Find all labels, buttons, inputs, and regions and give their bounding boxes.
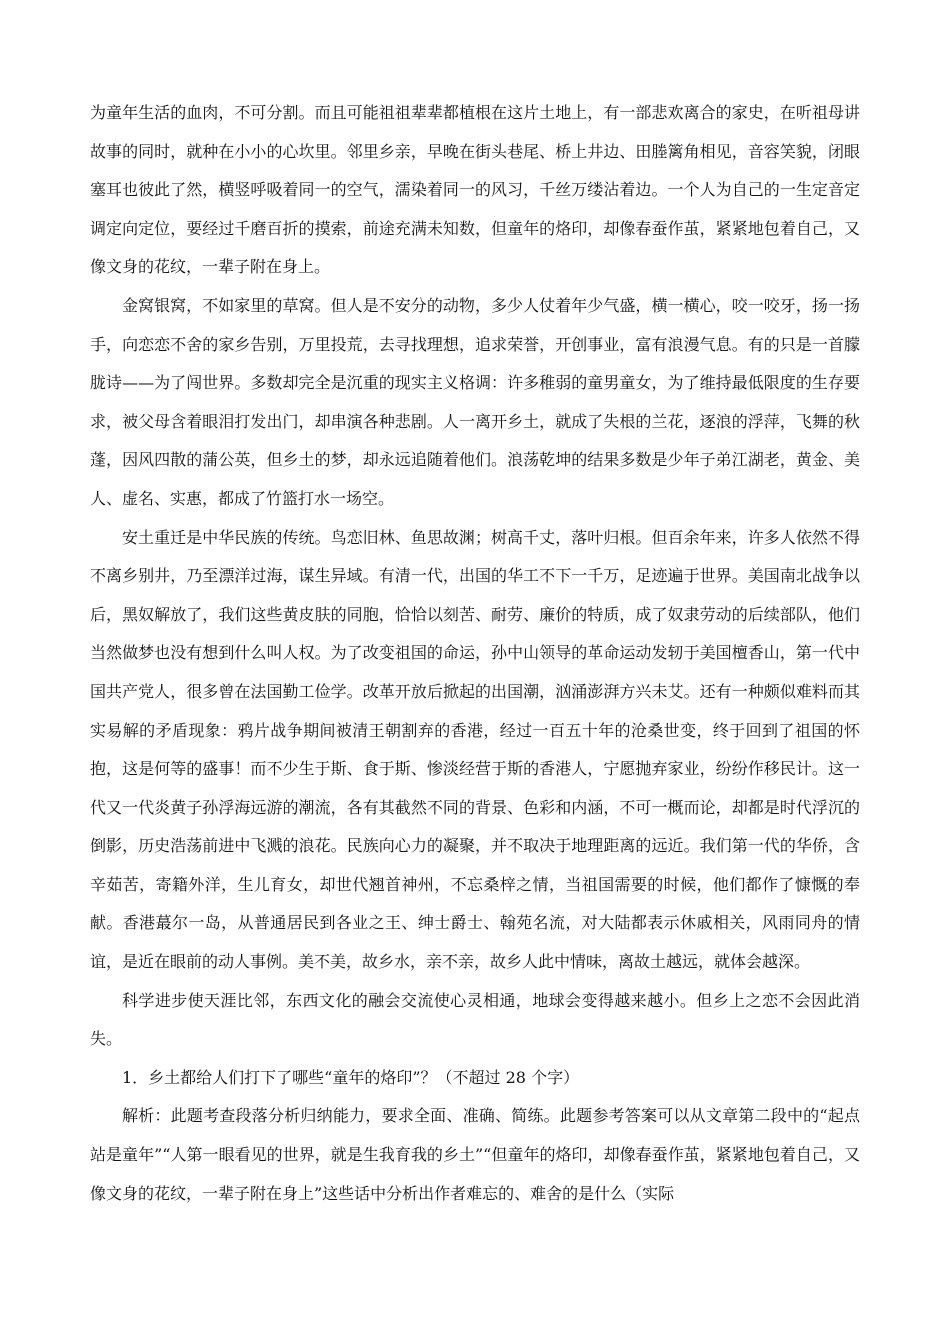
paragraph: 金窝银窝，不如家里的草窝。但人是不安分的动物，多少人仗着年少气盛，横一横心，咬一咬牙，扬一扬手，向恋恋不舍的家乡告别，万里投荒，去寻找理想，追求荣誉，开创事业，富有浪漫气息。有的只是一首朦胧诗——为了闯世界。多数却完全是沉重的现实主义格调：许多稚弱的童男童女，为了维持最低限度的生存要求，被父母含着眼泪打发出门，却串演各种悲剧。人一离开乡土，就成了失根的兰花，逐浪的浮萍，飞舞的秋蓬，因风四散的蒲公英，但乡土的梦，却永远追随着他们。浪荡乾坤的结果多数是少年子弟江湖老，黄金、美人、虚名、实惠，都成了竹篮打水一场空。 xyxy=(90,295,860,508)
paragraph: 安土重迁是中华民族的传统。鸟恋旧林、鱼思故渊；树高千丈，落叶归根。但百余年来，许多人依然不得不离乡别井，乃至漂洋过海，谋生异域。有清一代，出国的华工不下一千万，足迹遍于世界。美国南北战争以后，黑奴解放了，我们这些黄皮肤的同胞，恰恰以刻苦、耐劳、廉价的特质，成了奴隶劳动的后续部队，他们当然做梦也没有想到什么叫人权。为了改变祖国的命运，孙中山领导的革命运动发轫于美国檀香山，第一代中国共产党人，很多曾在法国勤工俭学。改革开放后掀起的出国潮，汹涌澎湃方兴未艾。还有一种颇似难料而其实易解的矛盾现象：鸦片战争期间被清王朝割弃的香港，经过一百五十年的沧桑世变，终于回到了祖国的怀抱，这是何等的盛事！而不少生于斯、食于斯、惨淡经营于斯的香港人，宁愿抛弃家业，纷纷作移民计。这一代又一代炎黄子孙浮海远游的潮流，各有其截然不同的背景、色彩和内涵，不可一概而论，却都是时代浮沉的倒影，历史浩荡前进中飞溅的浪花。民族向心力的凝聚，并不取决于地理距离的远近。我们第一代的华侨，含辛茹苦，寄籍外洋，生儿育女，却世代翘首神州，不忘桑梓之情，当祖国需要的时候，他们都作了慷慨的奉献。香港蕞尔一岛，从普通居民到各业之王、绅士爵士、翰苑名流，对大陆都表示休戚相关，风雨同舟的情谊，是近在眼前的动人事例。美不美，故乡水，亲不亲，故乡人此中情味，离故土越远，就体会越深。 xyxy=(90,527,860,972)
analysis: 解析：此题考查段落分析归纳能力，要求全面、准确、简练。此题参考答案可以从文章第二段中的“起点站是童年”“人第一眼看见的世界，就是生我育我的乡土”“但童年的烙印，却像春蚕作茧，紧紧地包着自己，又像文身的花纹，一辈子附在身上”这些话中分析出作者难忘的、难舍的是什么（实际 xyxy=(90,1106,860,1203)
document-body xyxy=(90,94,860,1213)
paragraph: 科学进步使天涯比邻，东西文化的融会交流使心灵相通，地球会变得越来越小。但乡上之恋不会因此消失。 xyxy=(90,990,860,1049)
question: 1．乡土都给人们打下了哪些“童年的烙印”？（不超过 28 个字） xyxy=(122,1067,580,1087)
paragraph: 为童年生活的血肉，不可分割。而且可能祖祖辈辈都植根在这片土地上，有一部悲欢离合的家史，在听祖母讲故事的同时，就种在小小的心坎里。邻里乡亲，早晚在街头巷尾、桥上井边、田塍篱角相见，音容笑貌，闭眼塞耳也彼此了然，横竖呼吸着同一的空气，濡染着同一的风习，千丝万缕沾着边。一个人为自己的一生定音定调定向定位，要经过千磨百折的摸索，前途充满未知数，但童年的烙印，却像春蚕作茧，紧紧地包着自己，又像文身的花纹，一辈子附在身上。 xyxy=(90,103,860,277)
